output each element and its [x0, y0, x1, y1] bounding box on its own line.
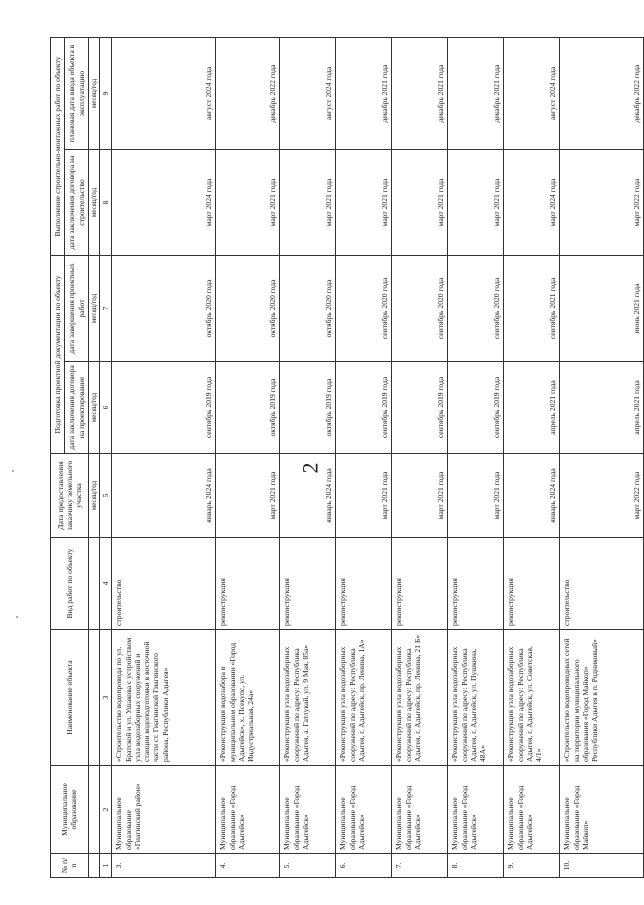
- commissioning-cell: декабрь 2022 года: [560, 37, 644, 149]
- work-type-cell: реконструкция: [280, 538, 336, 630]
- land-date-cell: март 2021 года: [392, 454, 448, 538]
- land-date-cell: январь 2024 года: [112, 454, 216, 538]
- design-complete-cell: сентябрь 2020 года: [448, 256, 504, 362]
- work-type-cell: реконструкция: [336, 538, 392, 630]
- design-complete-cell: октябрь 2020 года: [216, 256, 280, 362]
- design-contract-cell: октябрь 2019 года: [216, 362, 280, 454]
- schedule-table: [50, 37, 644, 878]
- units-row: [88, 37, 100, 877]
- municipality-cell: Муниципальное образование «Город Адыгейск»: [336, 766, 392, 854]
- row-index: 5.: [280, 854, 336, 878]
- column-number: 9: [100, 37, 112, 149]
- column-number: 2: [100, 766, 112, 854]
- commissioning-cell: август 2024 года: [280, 37, 336, 149]
- build-contract-cell: март 2021 года: [448, 150, 504, 256]
- column-number: 3: [100, 630, 112, 766]
- commissioning-cell: декабрь 2021 года: [448, 37, 504, 149]
- unit-cell: месяц/год: [88, 362, 100, 454]
- commissioning-cell: август 2024 года: [112, 37, 216, 149]
- build-contract-cell: март 2022 года: [560, 150, 644, 256]
- column-number: 7: [100, 256, 112, 362]
- column-number: 8: [100, 150, 112, 256]
- table-row: [216, 37, 280, 877]
- column-numbers-row: [100, 37, 112, 877]
- work-type-cell: строительство: [560, 538, 644, 630]
- column-number: 4: [100, 538, 112, 630]
- table-row: [392, 37, 448, 877]
- object-name-cell: «Реконструкция водозабора в муниципальном образовании «Город Адыгейск», х. Псекупс, ул. Индустриальная, 24а»: [216, 630, 280, 766]
- page-number: 2: [297, 462, 323, 474]
- header-build-contract: дата заключения договора на строительство: [65, 150, 89, 256]
- table-body: [112, 37, 644, 877]
- work-type-cell: реконструкция: [448, 538, 504, 630]
- header-design-group: Подготовка проектной документации по объекту: [51, 256, 65, 454]
- work-type-cell: реконструкция: [504, 538, 560, 630]
- design-complete-cell: июнь 2021 года: [560, 256, 644, 362]
- design-contract-cell: октябрь 2019 года: [280, 362, 336, 454]
- commissioning-cell: декабрь 2021 года: [336, 37, 392, 149]
- row-index: 8.: [448, 854, 504, 878]
- object-name-cell: «Реконструкция узла водозаборных сооружений по адресу: Республика Адыгея, г. Адыгейск, пр. Ленина, 21 Б»: [392, 630, 448, 766]
- column-number: 1: [100, 854, 112, 878]
- header-row-1: [51, 37, 65, 877]
- municipality-cell: Муниципальное образование «Гиагинский район»: [112, 766, 216, 854]
- design-complete-cell: сентябрь 2020 года: [336, 256, 392, 362]
- object-name-cell: «Реконструкция узла водозаборных сооружений по адресу: Республика Адыгея, г. Адыгейск, пр. Ленина, 1А»: [336, 630, 392, 766]
- work-type-cell: строительство: [112, 538, 216, 630]
- build-contract-cell: март 2024 года: [112, 150, 216, 256]
- header-commissioning: плановая дата ввода объекта в эксплуатацию: [65, 37, 89, 149]
- unit-cell: месяц/год: [88, 256, 100, 362]
- column-number: 5: [100, 454, 112, 538]
- build-contract-cell: март 2021 года: [336, 150, 392, 256]
- design-complete-cell: сентябрь 2020 года: [392, 256, 448, 362]
- design-contract-cell: апрель 2021 года: [560, 362, 644, 454]
- design-complete-cell: октябрь 2020 года: [280, 256, 336, 362]
- municipality-cell: Муниципальное образование «Город Адыгейск»: [448, 766, 504, 854]
- unit-cell: месяц/год: [88, 150, 100, 256]
- build-contract-cell: март 2021 года: [216, 150, 280, 256]
- land-date-cell: март 2021 года: [216, 454, 280, 538]
- object-name-cell: «Реконструкция узла водозаборных сооружений по адресу: Республика Адыгея, г. Адыгейск, ул. Пушкина, 48А»: [448, 630, 504, 766]
- build-contract-cell: март 2024 года: [504, 150, 560, 256]
- design-contract-cell: сентябрь 2019 года: [392, 362, 448, 454]
- municipality-cell: Муниципальное образование «Город Адыгейск»: [392, 766, 448, 854]
- design-complete-cell: октябрь 2020 года: [112, 256, 216, 362]
- table-row: [448, 37, 504, 877]
- land-date-cell: март 2021 года: [336, 454, 392, 538]
- land-date-cell: январь 2024 года: [504, 454, 560, 538]
- commissioning-cell: декабрь 2022 года: [216, 37, 280, 149]
- work-type-cell: реконструкция: [216, 538, 280, 630]
- object-name-cell: «Реконструкция узла водозаборных сооружений по адресу: Республика Адыгея, г. Адыгейск, ул. Советская, 4/1»: [504, 630, 560, 766]
- header-index: № п/п: [51, 854, 89, 878]
- table-row: [504, 37, 560, 877]
- commissioning-cell: август 2024 года: [504, 37, 560, 149]
- header-object-name: Наименование объекта: [51, 630, 89, 766]
- header-land-date: Дата предоставления заказчику земельного участка: [51, 454, 89, 538]
- object-name-cell: «Строительство водопроводных сетей на территории муниципального образования «Город Майкоп» Республики Адыгея в п. Родниковый»: [560, 630, 644, 766]
- design-complete-cell: сентябрь 2021 года: [504, 256, 560, 362]
- header-design-complete: дата завершения проектных работ: [65, 256, 89, 362]
- column-number: 6: [100, 362, 112, 454]
- unit-cell: месяц/год: [88, 454, 100, 538]
- design-contract-cell: сентябрь 2019 года: [336, 362, 392, 454]
- row-index: 7.: [392, 854, 448, 878]
- land-date-cell: март 2021 года: [448, 454, 504, 538]
- table-row: [560, 37, 644, 877]
- row-index: 9.: [504, 854, 560, 878]
- header-municipality: Муниципальное образование: [51, 766, 89, 854]
- municipality-cell: Муниципальное образование «Город Адыгейск»: [280, 766, 336, 854]
- row-index: 3.: [112, 854, 216, 878]
- scan-speck: [12, 470, 14, 472]
- row-index: 4.: [216, 854, 280, 878]
- table-row: [336, 37, 392, 877]
- build-contract-cell: март 2021 года: [392, 150, 448, 256]
- work-type-cell: реконструкция: [392, 538, 448, 630]
- row-index: 10.: [560, 854, 644, 878]
- table-row: [280, 37, 336, 877]
- object-name-cell: «Реконструкция узла водозаборных сооружений по адресу: Республика Адыгея, а. Гатлукай, ул. 9 Мая, 85а»: [280, 630, 336, 766]
- rotated-table-sheet: [50, 38, 642, 878]
- header-construction-group: Выполнение строительно-монтажных работ по объекту: [51, 37, 65, 255]
- unit-cell: месяц/год: [88, 37, 100, 149]
- municipality-cell: Муниципальное образование «Город Адыгейск»: [216, 766, 280, 854]
- table-row: [112, 37, 216, 877]
- municipality-cell: Муниципальное образование «Город Адыгейск»: [504, 766, 560, 854]
- design-contract-cell: сентябрь 2019 года: [448, 362, 504, 454]
- commissioning-cell: декабрь 2021 года: [392, 37, 448, 149]
- build-contract-cell: март 2021 года: [280, 150, 336, 256]
- land-date-cell: январь 2024 года: [280, 454, 336, 538]
- land-date-cell: март 2022 года: [560, 454, 644, 538]
- design-contract-cell: апрель 2021 года: [504, 362, 560, 454]
- header-design-contract: дата заключения договора на проектирование: [65, 362, 89, 454]
- municipality-cell: Муниципальное образование «Город Майкоп»: [560, 766, 644, 854]
- design-contract-cell: сентябрь 2019 года: [112, 362, 216, 454]
- object-name-cell: «Строительство водопровода по ул. Братской и ул. Ушакова с устройством узла водозаборных сооружений и станции водоподготовки в восточной части ст. Гиагинской Гиагинского района, Республики Адыгея»: [112, 630, 216, 766]
- scan-speck: [16, 616, 18, 618]
- row-index: 6.: [336, 854, 392, 878]
- header-work-type: Вид работ по объекту: [51, 538, 89, 630]
